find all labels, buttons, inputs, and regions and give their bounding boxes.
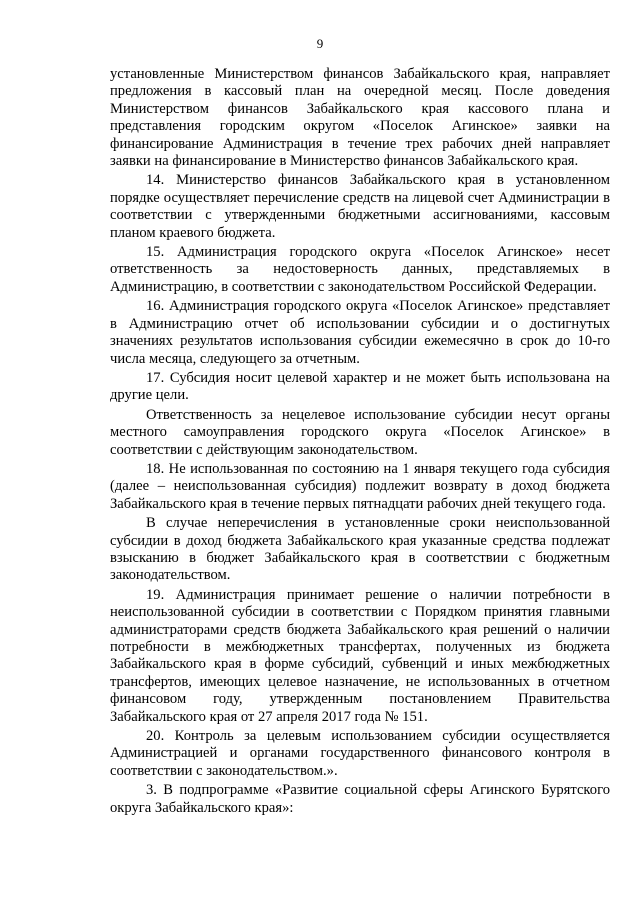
paragraph-item-19: 19. Администрация принимает решение о наличии потребности в неиспользованной субсидии в соответствии с Порядком принятия главными администраторами средств бюджета Забайкальского края решений о наличии потребности в межбюджетных трансфертах, полученных из бюджета Забайкальского края в форме субсидий, субвенций и иных межбюджетных трансфертов, имеющих целевое назначение, не использованных в отчетном финансовом году, утвержденным постановлением Правительства Забайкальского края от 27 апреля 2017 года № 151. [110,586,610,725]
paragraph-item-18: 18. Не использованная по состоянию на 1 января текущего года субсидия (далее – неиспользованная субсидия) подлежит возврату в доход бюджета Забайкальского края в течение первых пятнадцати рабочих дней текущего года. [110,460,610,512]
paragraph-item-16: 16. Администрация городского округа «Поселок Агинское» представляет в Администрацию отчет об использовании субсидии и о достигнутых значениях результатов использования субсидии ежемесячно в срок до 10-го числа месяца, следующего за отчетным. [110,298,610,367]
document-body [110,66,610,819]
paragraph-item-14: 14. Министерство финансов Забайкальского края в установленном порядке осуществляет перечисление средств на лицевой счет Администрации в соответствии с утвержденными бюджетными ассигнованиями, кассовым планом краевого бюджета. [110,172,610,241]
paragraph-item-20: 20. Контроль за целевым использованием субсидии осуществляется Администрацией и органами государственного финансового контроля в соответствии с законодательством.». [110,728,610,779]
paragraph-item-17: 17. Субсидия носит целевой характер и не может быть использована на другие цели. [110,369,610,404]
paragraph-continuation: установленные Министерством финансов Забайкальского края, направляет предложения в кассовый план на очередной месяц. После доведения Министерством финансов Забайкальского края кассового плана и представления городским округом «Поселок Агинское» заявки на финансирование Администрация в течение трех рабочих дней направляет заявки на финансирование в Министерство финансов Забайкальского края. [110,66,610,170]
paragraph-item-15: 15. Администрация городского округа «Поселок Агинское» несет ответственность за недостоверность данных, представляемых в Администрацию, в соответствии с законодательством Российской Федерации. [110,244,610,295]
page-number: 9 [316,36,324,51]
paragraph-non-transfer: В случае неперечисления в установленные сроки неиспользованной субсидии в доход бюджета Забайкальского края указанные средства подлежат взысканию в бюджет Забайкальского края в соответствии с бюджетным законодательством. [110,515,610,584]
paragraph-item-3-subprogram: 3. В подпрограмме «Развитие социальной сферы Агинского Бурятского округа Забайкальского края»: [110,782,610,816]
paragraph-responsibility: Ответственность за нецелевое использование субсидии несут органы местного самоуправления городского округа «Поселок Агинское» в соответствии с действующим законодательством. [110,406,610,458]
